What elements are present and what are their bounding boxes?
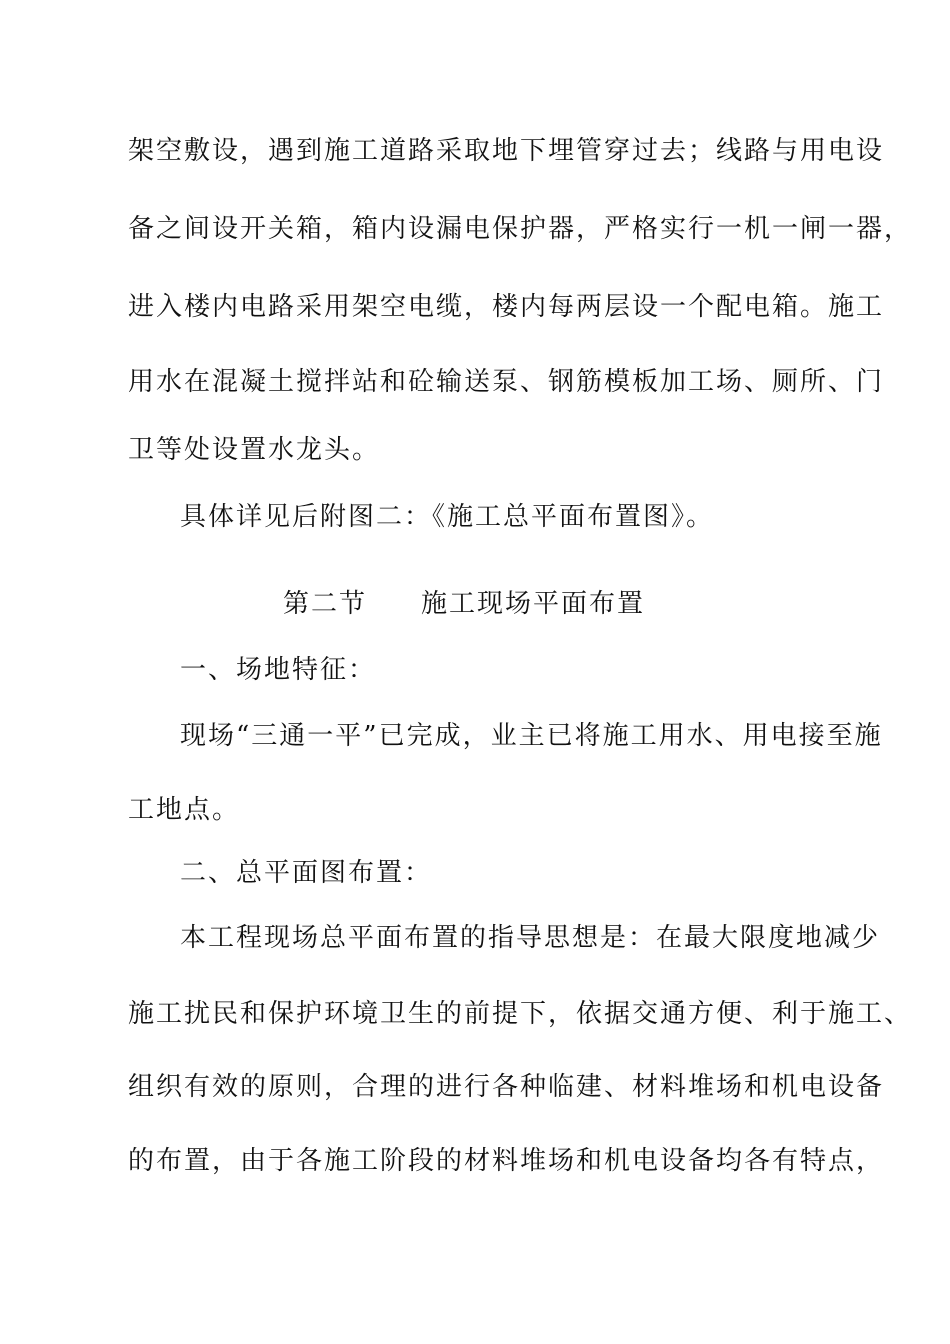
body-text-line: 工地点。 (128, 795, 241, 825)
subheading: 一、场地特征： (180, 655, 377, 685)
body-text-line: 用水在混凝土搅拌站和砼输送泵、钢筋模板加工场、厕所、门 (128, 367, 885, 397)
body-text-line: 现场“三通一平”已完成，业主已将施工用水、用电接至施 (180, 721, 883, 751)
section-number: 第二节 (283, 589, 368, 619)
body-text-line: 本工程现场总平面布置的指导思想是：在最大限度地减少 (180, 923, 881, 953)
body-text-line: 架空敷设，遇到施工道路采取地下埋管穿过去；线路与用电设 (128, 136, 885, 166)
body-text-line: 卫等处设置水龙头。 (128, 435, 381, 465)
section-heading (283, 586, 645, 622)
body-text-line: 具体详见后附图二：《施工总平面布置图》。 (180, 502, 715, 532)
section-title: 施工现场平面布置 (421, 589, 646, 619)
body-text-line: 的布置，由于各施工阶段的材料堆场和机电设备均各有特点， (128, 1146, 885, 1176)
body-text-line: 施工扰民和保护环境卫生的前提下，依据交通方便、利于施工、 (128, 999, 913, 1029)
body-text-line: 进入楼内电路采用架空电缆，楼内每两层设一个配电箱。施工 (128, 292, 885, 322)
subheading: 二、总平面图布置： (180, 858, 433, 888)
body-text-line: 备之间设开关箱，箱内设漏电保护器，严格实行一机一闸一器， (128, 214, 913, 244)
body-text-line: 组织有效的原则，合理的进行各种临建、材料堆场和机电设备 (128, 1072, 885, 1102)
